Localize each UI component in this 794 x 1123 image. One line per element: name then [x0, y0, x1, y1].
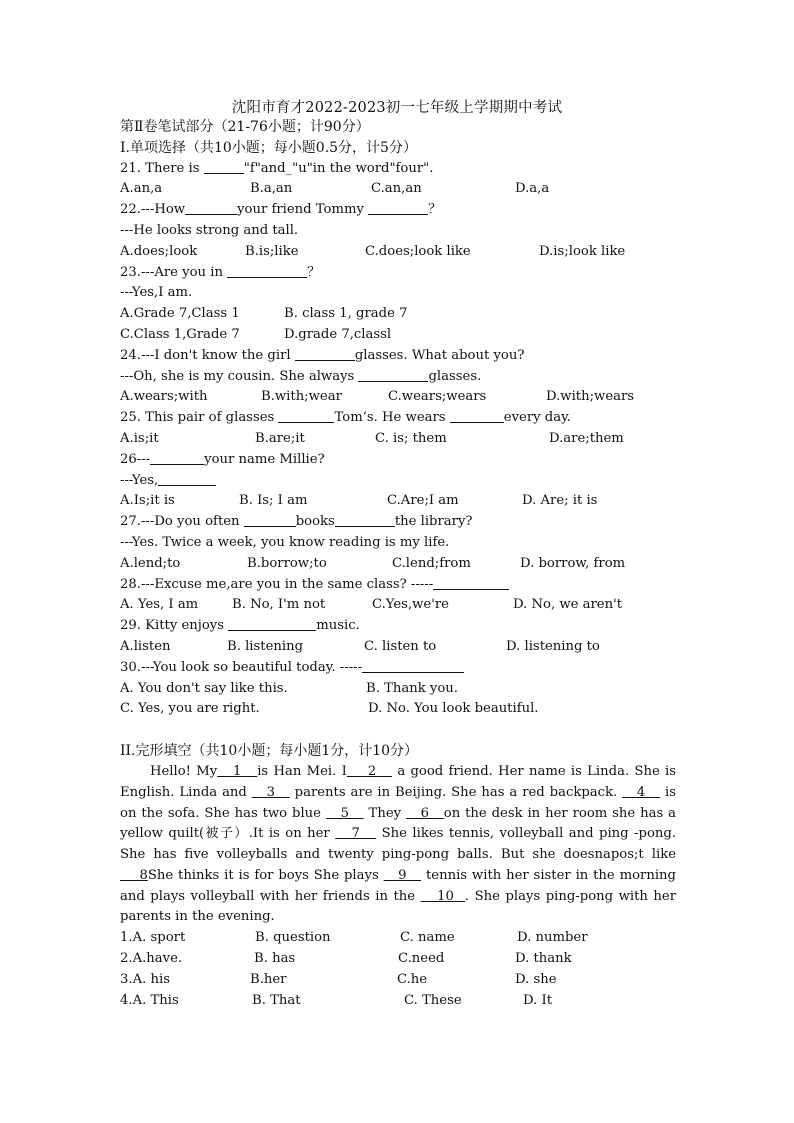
- question-27: [120, 512, 676, 533]
- q22-text: 22.---How: [120, 202, 186, 218]
- option-b[interactable]: B. No, I'm not: [232, 597, 326, 613]
- q23-response: ---Yes,I am.: [120, 285, 193, 301]
- question-28: [120, 575, 676, 596]
- q23-options-cd: [120, 325, 676, 346]
- option-b[interactable]: B.are;it: [255, 430, 305, 446]
- option-c[interactable]: C. These: [404, 992, 462, 1008]
- passage-text: on the desk in her room she has a yellow quilt(被子）.It is on her: [120, 805, 676, 842]
- cloze-blank-8: [120, 868, 148, 883]
- question-23: [120, 263, 676, 284]
- option-a[interactable]: A. This: [132, 992, 179, 1008]
- option-d[interactable]: D. listening to: [506, 638, 600, 654]
- question-26: [120, 450, 676, 471]
- option-c[interactable]: C.Yes,we're: [372, 597, 449, 613]
- option-d[interactable]: D. Are; it is: [522, 493, 598, 509]
- q22-text-3: ？: [428, 202, 442, 218]
- q29-text: 29. Kitty enjoys: [120, 618, 229, 634]
- blank-number: 5: [340, 805, 349, 821]
- option-b[interactable]: B.is;like: [245, 243, 299, 259]
- option-d[interactable]: D.a,a: [515, 181, 550, 197]
- question-label: 2.: [120, 951, 133, 967]
- q30-text: 30.---You look so beautiful today. -----: [120, 659, 363, 675]
- option-b[interactable]: B. That: [252, 992, 301, 1008]
- q24-options: [120, 387, 676, 408]
- question-22: [120, 200, 676, 221]
- passage-text: She thinks it is for boys She plays: [147, 867, 384, 883]
- passage-text: She likes tennis, volleyball and ping -pong. She has five volleyballs and twenty ping-pong balls. But she doesnapos;t like: [120, 826, 677, 863]
- q23-text-2: ？: [307, 264, 321, 280]
- q24-response-text-2: glasses.: [428, 368, 482, 384]
- option-c[interactable]: C.need: [398, 951, 445, 967]
- answer-blank: [362, 658, 464, 673]
- option-d[interactable]: D. It: [523, 992, 552, 1008]
- option-a[interactable]: A. his: [132, 971, 170, 987]
- q27-text-3: the library?: [394, 514, 473, 530]
- answer-blank: [358, 367, 428, 382]
- q27-text: 27.---Do you often: [120, 514, 244, 530]
- blank-number: 8: [139, 867, 148, 883]
- passage-text: is on the sofa. She has two blue: [120, 784, 676, 821]
- q26-options: [120, 491, 676, 512]
- q21-options: [120, 179, 676, 200]
- option-b[interactable]: B. question: [255, 930, 331, 946]
- cloze-blank-9: [384, 868, 422, 883]
- option-c[interactable]: C.he: [397, 971, 428, 987]
- option-c[interactable]: C.wears;wears: [388, 389, 487, 405]
- blank-number: 10: [437, 888, 454, 904]
- q24-text: 24.---I don't know the girl: [120, 347, 295, 363]
- q26-text-2: your name Millie?: [204, 451, 325, 467]
- option-a[interactable]: A. Yes, I am: [120, 597, 199, 613]
- option-a[interactable]: A.does;look: [120, 243, 198, 259]
- q27-options: [120, 554, 676, 575]
- answer-blank: [150, 450, 204, 465]
- cloze-blank-2: [347, 764, 392, 779]
- option-d[interactable]: D. she: [515, 971, 557, 987]
- option-d[interactable]: D.are;them: [549, 430, 624, 446]
- q25-text-2: Tom’s. He wears: [334, 410, 450, 426]
- cloze-question-4: [120, 991, 676, 1012]
- answer-blank: [227, 263, 307, 278]
- q21-text: 21. There is: [120, 160, 204, 176]
- option-a[interactable]: A.wears;with: [120, 389, 208, 405]
- option-d[interactable]: D. No, we aren't: [513, 597, 623, 613]
- cloze-blank-5: [326, 806, 364, 821]
- q25-text-3: every day.: [503, 410, 571, 426]
- passage-text: Hello! My: [150, 763, 218, 779]
- answer-blank: [433, 575, 509, 590]
- question-30: [120, 658, 676, 679]
- q25-options: [120, 429, 676, 450]
- answer-blank: [278, 408, 334, 423]
- cloze-blank-3: [252, 785, 290, 800]
- option-d[interactable]: D. No. You look beautiful.: [368, 701, 539, 717]
- q23-options-ab: [120, 304, 676, 325]
- blank-number: 7: [351, 826, 360, 842]
- q27-response: ---Yes. Twice a week, you know reading is my life.: [120, 534, 450, 550]
- q30-options-ab: [120, 679, 676, 700]
- answer-blank: [368, 200, 428, 215]
- cloze-blank-7: [335, 826, 376, 841]
- blank-number: 4: [636, 784, 646, 800]
- option-b[interactable]: B. class 1, grade 7: [284, 306, 408, 322]
- q21-text-2: "f"and_"u"in the word"four".: [243, 160, 434, 176]
- cloze-blank-10: [421, 889, 465, 904]
- option-d[interactable]: D.is;look like: [539, 243, 626, 259]
- cloze-q1-label-and-a: [120, 928, 185, 949]
- q26-response: [120, 471, 676, 492]
- option-c[interactable]: C.does;look like: [365, 243, 471, 259]
- section-spacer: [120, 720, 676, 741]
- option-a[interactable]: A.is;it: [120, 430, 159, 446]
- answer-blank: [295, 346, 355, 361]
- option-d[interactable]: D. borrow, from: [520, 555, 626, 571]
- q28-text: 28.---Excuse me,are you in the same class? -----: [120, 576, 434, 592]
- option-a[interactable]: A.lend;to: [120, 555, 181, 571]
- exam-content: [120, 117, 676, 1011]
- cloze-question-2: [120, 949, 676, 970]
- answer-blank: [185, 200, 237, 215]
- option-d[interactable]: D.with;wears: [546, 389, 635, 405]
- q27-text-2: books: [295, 514, 335, 530]
- option-b[interactable]: B.borrow;to: [247, 555, 327, 571]
- part-heading: 第Ⅱ卷笔试部分（21-76小题；计90分）: [120, 119, 370, 135]
- cloze-q3-label-and-a: [120, 970, 170, 991]
- option-c[interactable]: C. name: [400, 930, 455, 946]
- passage-text: a good friend. Her name is Linda. She is English. Linda and: [120, 763, 676, 800]
- cloze-question-3: [120, 970, 676, 991]
- blank-number: 1: [233, 763, 242, 779]
- option-a[interactable]: A.listen: [120, 638, 171, 654]
- cloze-blank-1: [217, 764, 257, 779]
- passage-text: is Han Mei. I: [257, 763, 347, 779]
- q29-text-2: music.: [316, 618, 360, 634]
- passage-text: parents are in Beijing. She has a red backpack.: [289, 784, 623, 800]
- q22-response: ---He looks strong and tall.: [120, 222, 299, 238]
- question-24: [120, 346, 676, 367]
- option-d[interactable]: D. thank: [515, 951, 572, 967]
- question-label: 3.: [120, 971, 133, 987]
- passage-text: They: [363, 805, 406, 821]
- q29-options: [120, 637, 676, 658]
- q25-text: 25. This pair of glasses: [120, 410, 279, 426]
- option-c[interactable]: C.an,an: [371, 181, 422, 197]
- question-label: 4.: [120, 992, 133, 1008]
- exam-title: 沈阳市育才2022-2023初一七年级上学期期中考试: [231, 100, 563, 116]
- passage-text: . She plays ping-pong with her parents in the evening.: [120, 888, 677, 925]
- q24-response-text: ---Oh, she is my cousin. She always: [120, 368, 359, 384]
- cloze-blank-4: [622, 785, 660, 800]
- section2-heading: II.完形填空（共10小题；每小题1分，计10分）: [120, 743, 419, 760]
- question-25: [120, 408, 676, 429]
- option-c[interactable]: C.Are;I am: [387, 493, 459, 509]
- option-d[interactable]: D. number: [517, 930, 588, 946]
- cloze-passage: [120, 762, 676, 928]
- cloze-q4-label-and-a: [120, 991, 179, 1012]
- q28-options: [120, 595, 676, 616]
- question-label: 1.: [120, 930, 133, 946]
- cloze-question-1: [120, 928, 676, 949]
- option-c[interactable]: C. is; them: [375, 430, 447, 446]
- question-21: [120, 159, 676, 180]
- option-b[interactable]: B.a,an: [250, 181, 293, 197]
- option-a[interactable]: A.have.: [132, 951, 183, 967]
- blank-number: 6: [420, 805, 430, 821]
- option-c[interactable]: C. Yes, you are right.: [120, 701, 260, 717]
- option-a[interactable]: A.Grade 7,Class 1: [120, 306, 240, 322]
- answer-blank: [204, 159, 244, 174]
- answer-blank: [158, 471, 216, 486]
- q24-text-2: glasses. What about you?: [354, 347, 525, 363]
- option-c[interactable]: C. listen to: [364, 638, 437, 654]
- cloze-q2-label-and-a: [120, 949, 182, 970]
- cloze-blank-6: [406, 806, 444, 821]
- option-a[interactable]: A. sport: [132, 930, 186, 946]
- q22-text-2: your friend Tommy: [237, 202, 369, 218]
- option-b[interactable]: B. has: [254, 951, 296, 967]
- blank-number: 3: [266, 784, 275, 800]
- section1-heading: I.单项选择（共10小题；每小题0.5分，计5分）: [120, 139, 417, 156]
- q26-response-text: ---Yes,: [120, 472, 159, 488]
- blank-number: 2: [367, 763, 377, 779]
- question-29: [120, 616, 676, 637]
- option-b[interactable]: B. listening: [227, 638, 304, 654]
- q26-text: 26---: [120, 451, 151, 467]
- q30-options-cd: [120, 699, 676, 720]
- blank-number: 9: [398, 867, 407, 883]
- option-b[interactable]: B. Thank you.: [366, 680, 458, 696]
- passage-text: tennis with her sister in the morning and plays volleyball with her friends in the: [120, 867, 676, 904]
- option-c[interactable]: C.Class 1,Grade 7: [120, 326, 240, 342]
- option-a[interactable]: A. You don't say like this.: [120, 680, 288, 696]
- option-b[interactable]: B.her: [250, 971, 287, 987]
- option-b[interactable]: B.with;wear: [261, 389, 342, 405]
- answer-blank: [244, 512, 296, 527]
- answer-blank: [335, 512, 395, 527]
- q23-text: 23.---Are you in: [120, 264, 228, 280]
- option-b[interactable]: B. Is; I am: [239, 493, 308, 509]
- option-c[interactable]: C.lend;from: [392, 555, 471, 571]
- option-a[interactable]: A.an,a: [120, 181, 163, 197]
- q24-response: [120, 367, 676, 388]
- answer-blank: [228, 616, 316, 631]
- answer-blank: [450, 408, 504, 423]
- q22-options: [120, 242, 676, 263]
- option-d[interactable]: D.grade 7,classl: [284, 326, 392, 342]
- option-a[interactable]: A.Is;it is: [120, 493, 175, 509]
